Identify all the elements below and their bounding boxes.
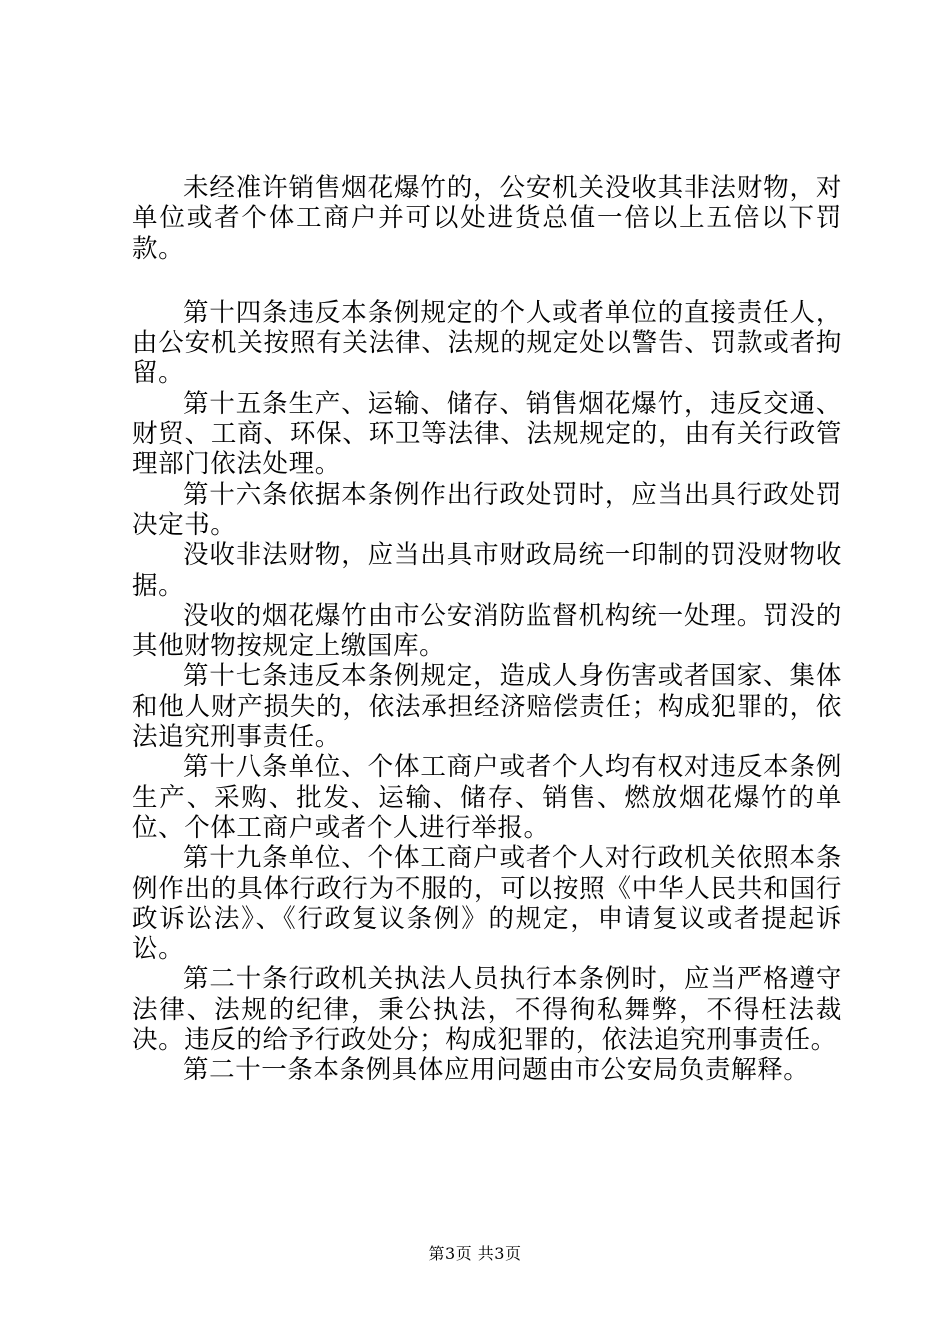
paragraph-article-14: 第十四条违反本条例规定的个人或者单位的直接责任人，由公安机关按照有关法律、法规的规定处以警告、罚款或者拘留。	[132, 297, 842, 389]
paragraph-article-19: 第十九条单位、个体工商户或者个人对行政机关依照本条例作出的具体行政行为不服的，可以按照《中华人民共和国行政诉讼法》、《行政复议条例》的规定，申请复议或者提起诉讼。	[132, 843, 842, 965]
paragraph-article-18: 第十八条单位、个体工商户或者个人均有权对违反本条例生产、采购、批发、运输、储存、销售、燃放烟花爆竹的单位、个体工商户或者个人进行举报。	[132, 752, 842, 843]
paragraph-article-15: 第十五条生产、运输、储存、销售烟花爆竹，违反交通、财贸、工商、环保、环卫等法律、法规规定的，由有关行政管理部门依法处理。	[132, 388, 842, 480]
paragraph-penalty-unauthorized-sales: 未经准许销售烟花爆竹的，公安机关没收其非法财物，对单位或者个体工商户并可以处进货总值一倍以上五倍以下罚款。	[132, 173, 842, 264]
paragraph-article-21: 第二十一条本条例具体应用问题由市公安局负责解释。	[183, 1055, 810, 1086]
paragraph-article-17: 第十七条违反本条例规定，造成人身伤害或者国家、集体和他人财产损失的，依法承担经济赔偿责任；构成犯罪的，依法追究刑事责任。	[132, 661, 842, 753]
page-number-footer: 第3页 共3页	[428, 1244, 522, 1263]
paragraph-confiscated-items: 没收的烟花爆竹由市公安消防监督机构统一处理。罚没的其他财物按规定上缴国库。	[132, 600, 842, 662]
paragraph-confiscation-receipt: 没收非法财物，应当出具市财政局统一印制的罚没财物收据。	[132, 540, 842, 601]
paragraph-article-20: 第二十条行政机关执法人员执行本条例时，应当严格遵守法律、法规的纪律，秉公执法，不得徇私舞弊，不得枉法裁决。违反的给予行政处分；构成犯罪的，依法追究刑事责任。	[132, 964, 842, 1056]
document-body	[132, 173, 842, 1086]
paragraph-article-16: 第十六条依据本条例作出行政处罚时，应当出具行政处罚决定书。	[132, 479, 842, 540]
